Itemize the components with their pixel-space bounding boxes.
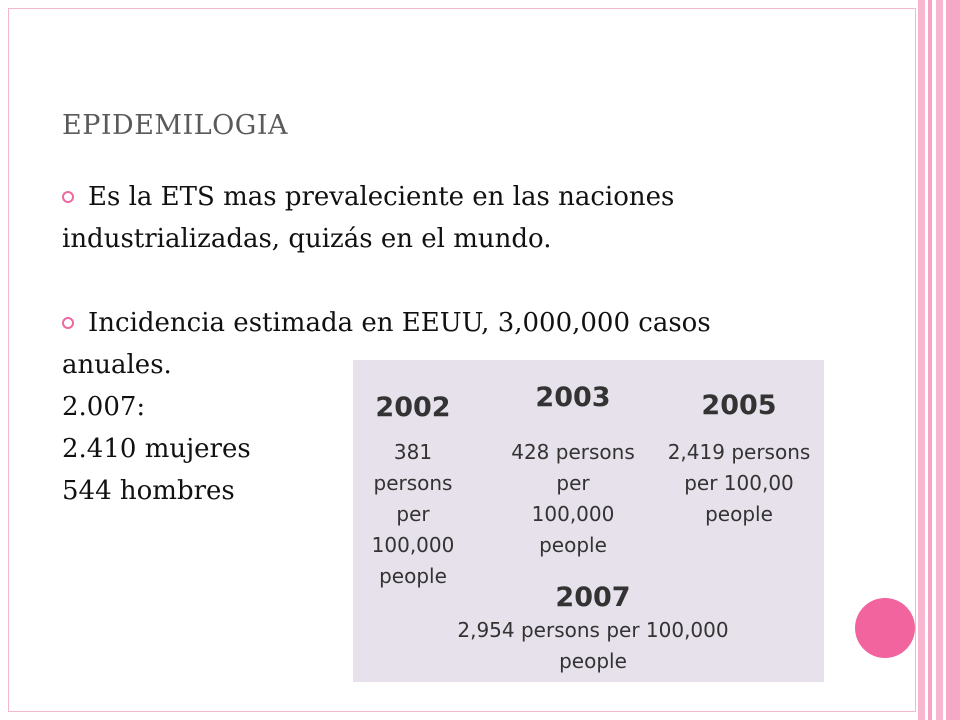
- stat-2003: [508, 382, 638, 561]
- decorative-rail: [918, 0, 925, 720]
- incidence-stats-image: [353, 360, 824, 682]
- stat-description: 2,954 persons per 100,000 people: [457, 618, 729, 673]
- slide-title: EPIDEMILOGIA: [62, 110, 289, 141]
- stat-description: 428 persons per 100,000 people: [511, 440, 635, 557]
- bullet-icon: [62, 317, 74, 329]
- decorative-rail: [928, 0, 932, 720]
- stat-2002: [353, 392, 473, 592]
- stat-year: 2003: [535, 382, 611, 413]
- text-line: 2.410 mujeres: [62, 434, 251, 464]
- stat-2007: [393, 582, 793, 677]
- decorative-rail: [936, 0, 943, 720]
- bullet-item: [62, 176, 822, 218]
- bullet-text: Es la ETS mas prevaleciente en las naciones: [88, 182, 675, 212]
- bullet-text: Incidencia estimada en EEUU, 3,000,000 casos: [88, 308, 711, 338]
- bullet-icon: [62, 191, 74, 203]
- text-line: 2.007:: [62, 392, 146, 422]
- text-line: 544 hombres: [62, 476, 235, 506]
- decorative-circle: [855, 598, 915, 658]
- bullet-text-continued: industrializadas, quizás en el mundo.: [62, 224, 552, 254]
- text-line: anuales.: [62, 350, 172, 380]
- stat-description: 381 persons per 100,000 people: [371, 440, 455, 588]
- bullet-item: [62, 302, 822, 344]
- stat-2005: [659, 390, 819, 530]
- stat-year: 2002: [375, 392, 451, 423]
- stat-year: 2007: [555, 582, 631, 613]
- decorative-rail: [946, 0, 960, 720]
- stat-year: 2005: [701, 390, 777, 421]
- stat-description: 2,419 persons per 100,00 people: [667, 440, 811, 526]
